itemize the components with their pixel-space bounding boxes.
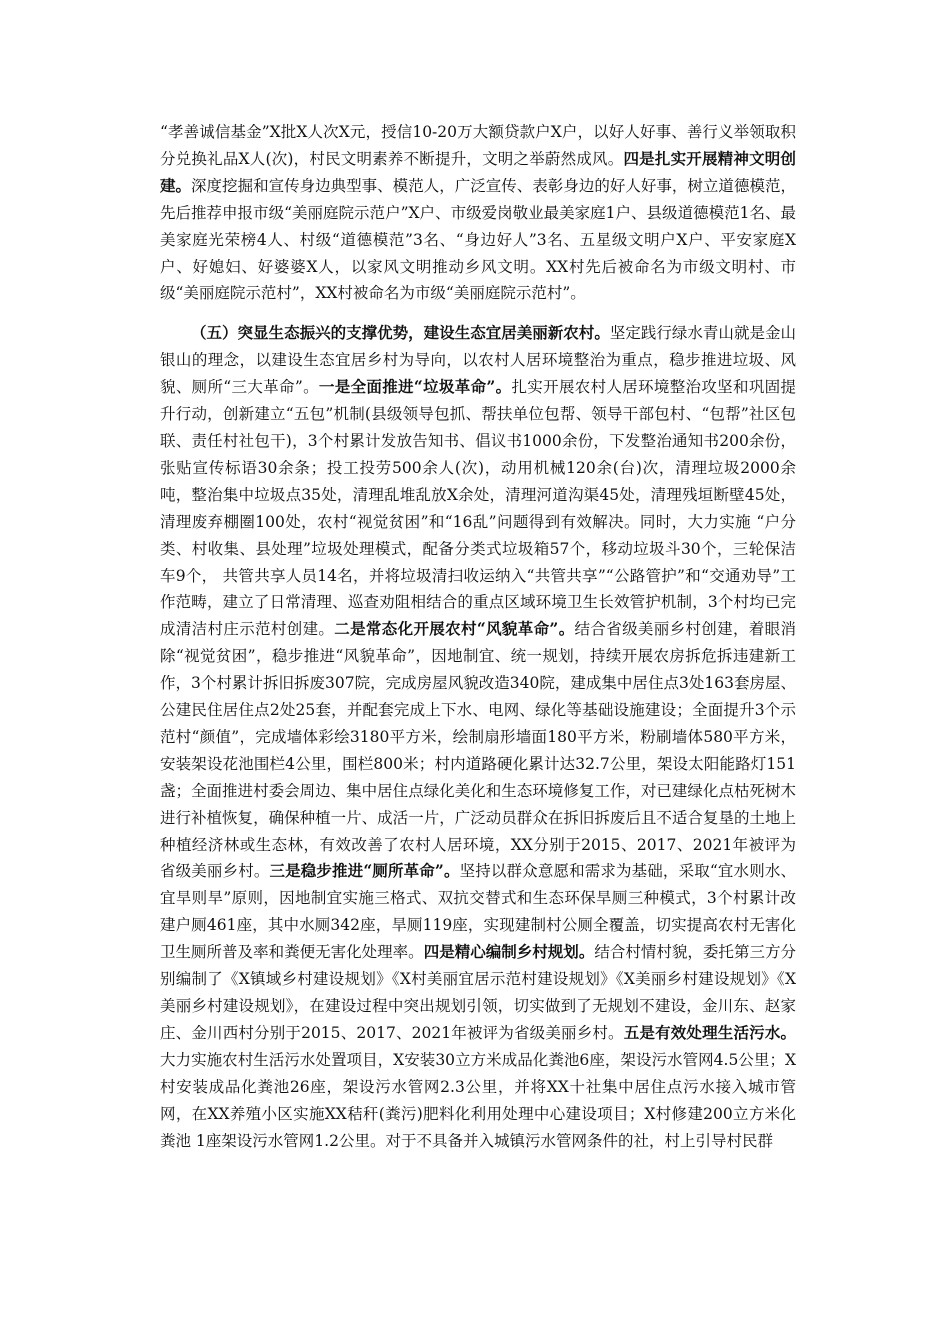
text-run: 结合村情村貌，委托第三方分别编制了《X镇域乡村建设规划》《X村美丽宜居示范村建设规划》《X美丽乡村建设规划》《X美丽乡村建设规划》，在建设过程中突出规划引领，切实做到了无规划不建设，金川东、赵家庄、金川西村分别于2015、2017、2021年被评为省级美丽乡村。 bbox=[160, 943, 796, 1042]
heading-run: 一是全面推进“垃圾革命”。 bbox=[318, 377, 512, 397]
heading-run: 四是扎实开展精神文明创建。 bbox=[160, 148, 796, 195]
text-run: “孝善诚信基金”X批X人次X元，授信10-20万大额贷款户X户，以好人好事、善行义举领取积分兑换礼品X人(次)，村民文明素养不断提升，文明之举蔚然成风。 bbox=[160, 123, 796, 168]
text-run: 坚持以群众意愿和需求为基础，采取“宜水则水、宜旱则旱”原则，因地制宜实施三格式、双抗交替式和生态环保旱厕三种模式，3个村累计改建户厕461座，其中水厕342座，旱厕119座，实现建制村公厕全覆盖，切实提高农村无害化卫生厕所普及率和粪便无害化处理率。 bbox=[160, 862, 796, 962]
section-heading: （五）突显生态振兴的支撑优势，建设生态宜居美丽新农村。 bbox=[191, 323, 610, 343]
heading-run: 五是有效处理生活污水。 bbox=[623, 1022, 796, 1042]
paragraph-ecology bbox=[160, 320, 796, 1154]
paragraph-civilization bbox=[160, 119, 796, 307]
document-page bbox=[160, 119, 796, 1154]
text-run: 扎实开展农村人居环境整治攻坚和巩固提升行动，创新建立“五包”机制(县级领导包抓、帮扶单位包帮、领导干部包村、“包帮”社区包联、责任村社包干)，3个村累计发放告知书、倡议书1000余份，下发整治通知书200余份，张贴宣传标语30余条；投工投劳500余人(次)，动用机械120余(台)次，清理垃圾2000余吨，整治集中垃圾点35处，清理乱堆乱放X余处，清理河道沟渠45处，清理残垣断壁45处，清理废弃棚圈100处，农村“视觉贫困”和“16乱”问题得到有效解决。同时，大力实施 “户分类、村收集、县处理”垃圾处理模式，配备分类式垃圾箱57个，移动垃圾斗30个，三轮保洁车9个， 共管共享人员14名，并将垃圾清扫收运纳入“共管共享”“公路管护”和“交通劝导”工作范畴，建立了日常清理、巡查劝阻相结合的重点区域环境卫生长效管护机制，3个村均已完成清洁村庄示范村创建。 bbox=[160, 378, 796, 639]
heading-run: 四是精心编制乡村规划。 bbox=[423, 942, 595, 962]
text-run: 大力实施农村生活污水处置项目，X安装30立方米成品化粪池6座，架设污水管网4.5公里；X村安装成品化粪池26座，架设污水管网2.3公里，并将XX十社集中居住点污水接入城市管网，在XX养殖小区实施XX秸秆(粪污)肥料化利用处理中心建设项目；X村修建200立方米化粪池 1座架设污水管网1.2公里。对于不具备并入城镇污水管网条件的社，村上引导村民群 bbox=[160, 1050, 796, 1150]
text-run: 坚定践行绿水青山就是金山银山的理念，以建设生态宜居乡村为导向，以农村人居环境整治为重点，稳步推进垃圾、风貌、厕所“三大革命”。 bbox=[160, 324, 796, 397]
text-run: 结合省级美丽乡村创建，着眼消除“视觉贫困”，稳步推进“风貌革命”，因地制宜、统一规划，持续开展农房拆危拆违建新工作，3个村累计拆旧拆废307院，完成房屋风貌改造340院，建成集中居住点3处163套房屋、公建民住居住点2处25套，并配套完成上下水、电网、绿化等基础设施建设；全面提升3个示范村“颜值”，完成墙体彩绘3180平方米，绘制扇形墙面180平方米，粉刷墙体580平方米，安装架设花池围栏4公里，围栏800米；村内道路硬化累计达32.7公里，架设太阳能路灯151盏；全面推进村委会周边、集中居住点绿化美化和生态环境修复工作，对已建绿化点枯死树木进行补植恢复，确保种植一片、成活一片，广泛动员群众在拆旧拆废后且不适合复垦的土地上种植经济林或生态林，有效改善了农村人居环境，XX分别于2015、2017、2021年被评为省级美丽乡村。 bbox=[160, 620, 796, 881]
heading-run: 三是稳步推进“厕所革命”。 bbox=[269, 861, 460, 881]
text-run: 深度挖掘和宣传身边典型事、模范人，广泛宣传、表彰身边的好人好事，树立道德模范，先后推荐申报市级“美丽庭院示范户”X户、市级爱岗敬业最美家庭1户、县级道德模范1名、最美家庭光荣榜4人、村级“道德模范”3名、“身边好人”3名、五星级文明户X户、平安家庭X户、好媳妇、好婆婆X人，以家风文明推动乡风文明。XX村先后被命名为市级文明村、市级“美丽庭院示范村”，XX村被命名为市级“美丽庭院示范村”。 bbox=[160, 176, 796, 303]
heading-run: 二是常态化开展农村“风貌革命”。 bbox=[334, 619, 575, 639]
